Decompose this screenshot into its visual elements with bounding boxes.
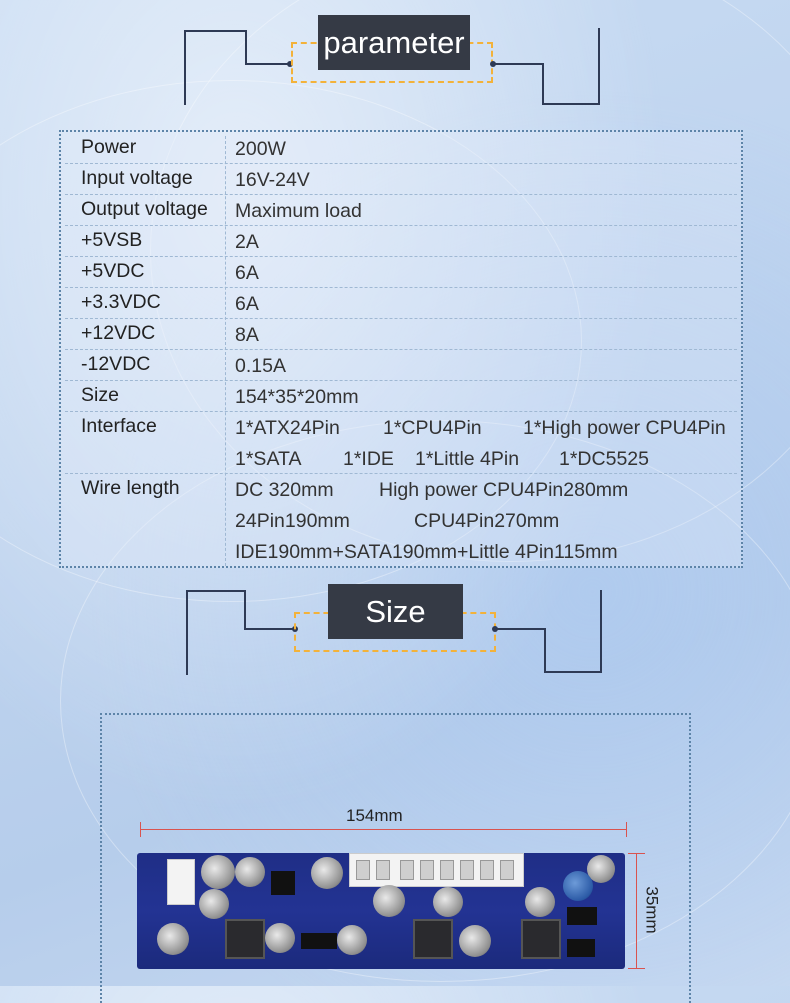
spec-value: 1*Little 4Pin	[415, 448, 520, 470]
spec-value: 1*DC5525	[559, 448, 649, 470]
small-4pin-connector	[167, 859, 195, 905]
spec-row	[65, 319, 737, 350]
section-title-parameter: parameter	[318, 15, 470, 70]
spec-value: 1*CPU4Pin	[383, 417, 482, 439]
height-dimension-tick-bottom	[628, 968, 645, 969]
spec-row	[65, 350, 737, 381]
spec-label: +12VDC	[81, 322, 156, 344]
atx24-connector	[349, 853, 524, 887]
spec-value: High power CPU4Pin280mm	[379, 479, 629, 501]
spec-row	[65, 474, 737, 567]
spec-label: -12VDC	[81, 353, 151, 375]
spec-value: 154*35*20mm	[235, 386, 359, 408]
spec-value: 1*High power CPU4Pin	[523, 417, 726, 439]
parameter-header	[0, 0, 790, 110]
spec-label: +5VDC	[81, 260, 145, 282]
spec-value: DC 320mm	[235, 479, 334, 501]
spec-row	[65, 412, 737, 474]
spec-value: 200W	[235, 138, 286, 160]
spec-value: 0.15A	[235, 355, 286, 377]
size-header	[0, 580, 790, 690]
spec-value: 1*SATA	[235, 448, 302, 470]
spec-row	[65, 257, 737, 288]
spec-label: +3.3VDC	[81, 291, 161, 313]
spec-label: Input voltage	[81, 167, 193, 189]
height-dimension-tick-top	[628, 853, 645, 854]
spec-value: 1*ATX24Pin	[235, 417, 340, 439]
spec-value: 2A	[235, 231, 259, 253]
spec-value: 24Pin190mm	[235, 510, 350, 532]
width-dimension-tick-right	[626, 822, 627, 837]
spec-row	[65, 133, 737, 164]
spec-label: Size	[81, 384, 119, 406]
spec-value: 16V-24V	[235, 169, 310, 191]
spec-row	[65, 226, 737, 257]
section-title-size: Size	[328, 584, 463, 639]
spec-label: Output voltage	[81, 198, 208, 220]
spec-value: 6A	[235, 262, 259, 284]
width-dimension-line	[140, 829, 627, 830]
width-dimension-tick-left	[140, 822, 141, 837]
spec-table	[59, 130, 743, 568]
spec-label: +5VSB	[81, 229, 143, 251]
width-label: 154mm	[346, 806, 403, 825]
psu-board-image	[137, 853, 625, 969]
height-label: 35mm	[642, 886, 662, 934]
spec-value: 1*IDE	[343, 448, 394, 470]
spec-row	[65, 288, 737, 319]
spec-value: Maximum load	[235, 200, 362, 222]
spec-value: 8A	[235, 324, 259, 346]
spec-label: Interface	[81, 415, 157, 437]
spec-value: CPU4Pin270mm	[414, 510, 560, 532]
spec-value: IDE190mm+SATA190mm+Little 4Pin115mm	[235, 541, 618, 563]
spec-row	[65, 195, 737, 226]
spec-label: Power	[81, 136, 137, 158]
spec-label: Wire length	[81, 477, 180, 499]
height-dimension-line	[636, 853, 637, 969]
spec-row	[65, 164, 737, 195]
spec-value: 6A	[235, 293, 259, 315]
spec-row	[65, 381, 737, 412]
